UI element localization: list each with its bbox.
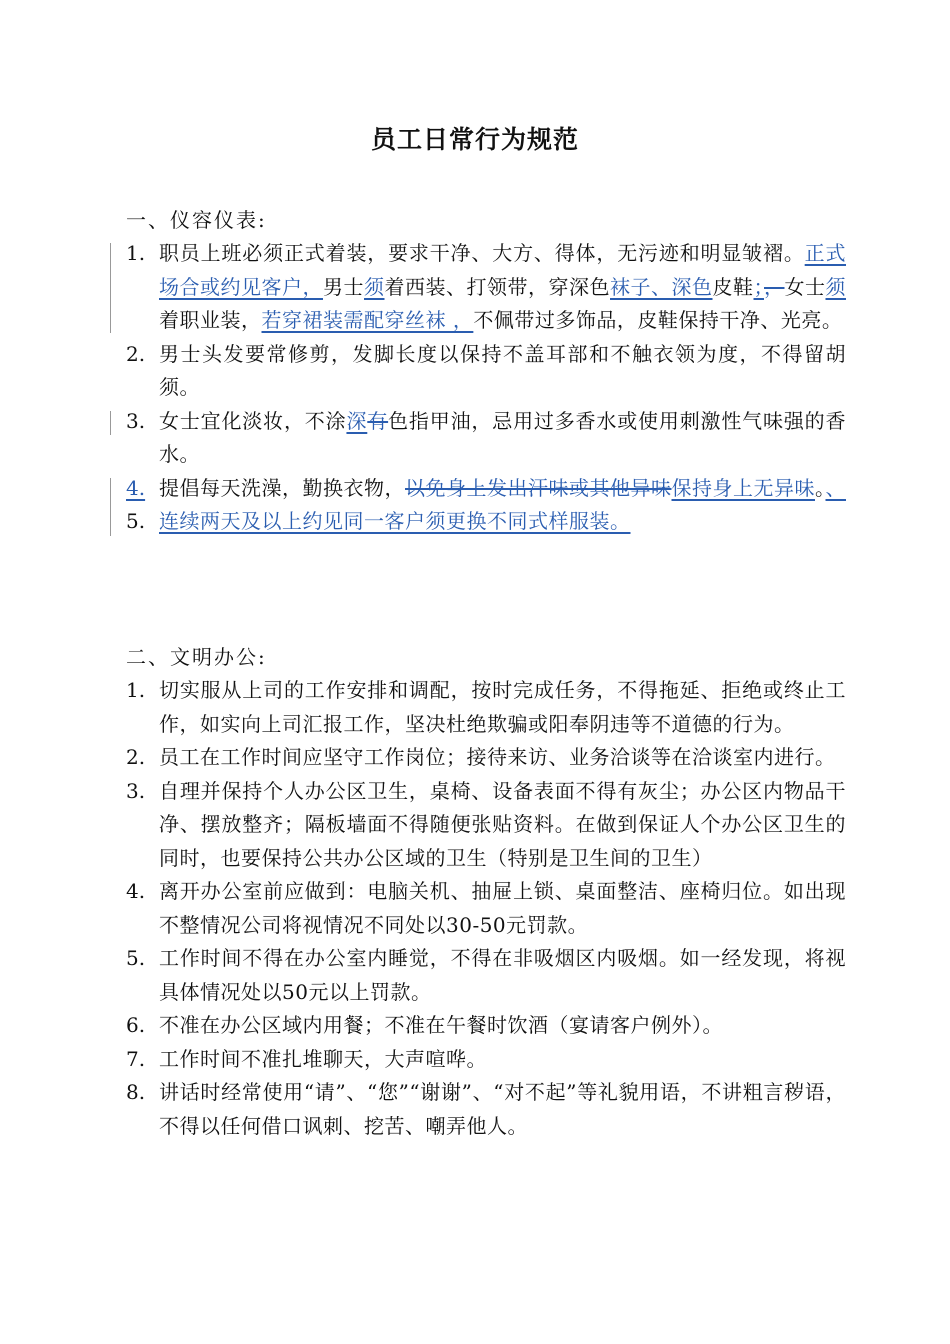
inserted-text: ； xyxy=(753,274,764,299)
deleted-text: 以免身上发出汗味或其他异味 xyxy=(405,475,672,500)
item-text: 提倡每天洗澡，勤换衣物，以免身上发出汗味或其他异味保持身上无异味。、 xyxy=(159,475,846,500)
page-title: 员工日常行为规范 xyxy=(370,125,579,154)
item-number: 3. xyxy=(126,778,146,803)
inserted-text: 正式场合或约见客户， xyxy=(159,241,846,299)
item-number: 1. xyxy=(126,241,146,265)
list-item xyxy=(126,875,846,942)
change-bar xyxy=(110,511,111,535)
item-text: 切实服从上司的工作安排和调配，按时完成任务，不得拖延、拒绝或终止工作，如实向上司汇报工作，坚决杜绝欺骗或阳奉阴违等不道德的行为。 xyxy=(159,678,846,736)
list-item xyxy=(126,1076,846,1143)
deleted-text: ， xyxy=(764,274,785,299)
item-number: 5. xyxy=(126,509,146,533)
list-item xyxy=(126,674,846,741)
item-text: 工作时间不准扎堆聊天，大声喧哗。 xyxy=(159,1046,487,1071)
inserted-text: 若穿裙装需配穿丝袜 ， xyxy=(261,308,474,332)
list-item xyxy=(126,1009,846,1043)
inserted-text: 连续两天及以上约见同一客户须更换不同式样服装。 xyxy=(159,509,631,533)
section-heading: 二、文明办公: xyxy=(126,645,267,669)
inserted-text: 袜子、深色 xyxy=(610,274,713,299)
item-number: 8. xyxy=(126,1080,146,1104)
item-number: 7. xyxy=(126,1046,146,1071)
change-bar xyxy=(110,411,111,435)
item-number: 2. xyxy=(126,341,146,366)
item-text: 男士头发要常修剪，发脚长度以保持不盖耳部和不触衣领为度，不得留胡须。 xyxy=(159,341,846,399)
item-text: 工作时间不得在办公室内睡觉，不得在非吸烟区内吸烟。如一经发现，将视具体情况处以50元以上罚款。 xyxy=(159,946,846,1004)
list-item xyxy=(126,237,846,338)
section-heading: 一、仪容仪表: xyxy=(126,208,267,232)
item-text: 离开办公室前应做到：电脑关机、抽屉上锁、桌面整洁、座椅归位。如出现不整情况公司将视情况不同处以30-50元罚款。 xyxy=(159,879,846,937)
list-item xyxy=(126,405,846,472)
section-office-conduct xyxy=(126,640,846,1143)
item-text: 员工在工作时间应坚守工作岗位；接待来访、业务洽谈等在洽谈室内进行。 xyxy=(159,745,836,769)
item-number: 3. xyxy=(126,408,146,433)
section-appearance xyxy=(126,203,846,539)
inserted-text: 深 xyxy=(346,408,368,433)
item-number: 4. xyxy=(126,475,146,500)
item-number: 1. xyxy=(126,678,146,702)
item-text: 女士宜化淡妆，不涂深有色指甲油，忌用过多香水或使用刺激性气味强的香水。 xyxy=(159,408,846,466)
list-item xyxy=(126,741,846,775)
item-number: 6. xyxy=(126,1013,146,1037)
item-text: 讲话时经常使用“请”、“您”“谢谢”、“对不起”等礼貌用语，不讲粗言秽语，不得以任何借口讽刺、挖苦、嘲弄他人。 xyxy=(159,1080,846,1138)
deleted-text: 有 xyxy=(367,408,389,433)
item-text: 自理并保持个人办公区卫生，桌椅、设备表面不得有灰尘；办公区内物品干净、摆放整齐；隔板墙面不得随便张贴资料。在做到保证人个办公区卫生的同时，也要保持公共办公区域的卫生（特别是卫生间的卫生） xyxy=(159,778,846,870)
item-number: 2. xyxy=(126,745,146,769)
inserted-text: 、 xyxy=(825,475,846,500)
list-item xyxy=(126,1043,846,1077)
item-number: 4. xyxy=(126,879,146,903)
list-item xyxy=(126,472,846,506)
inserted-text: 保持身上无异味 xyxy=(671,475,815,500)
list-item xyxy=(126,505,846,539)
list-item xyxy=(126,338,846,405)
item-text: 不准在办公区域内用餐；不准在午餐时饮酒（宴请客户例外）。 xyxy=(159,1013,723,1037)
inserted-text: 须 xyxy=(364,274,385,299)
item-text: 职员上班必须正式着装，要求干净、大方、得体，无污迹和明显皱褶。正式场合或约见客户，男士须着西装、打领带，穿深色袜子、深色皮鞋；，女士须着职业装，若穿裙装需配穿丝袜 ，不佩带过多饰品，皮鞋保持干净、光亮。 xyxy=(159,241,846,332)
list-item xyxy=(126,775,846,876)
list-item xyxy=(126,942,846,1009)
item-number: 5. xyxy=(126,946,146,970)
change-bar xyxy=(110,243,111,333)
inserted-text: 须 xyxy=(825,274,846,299)
